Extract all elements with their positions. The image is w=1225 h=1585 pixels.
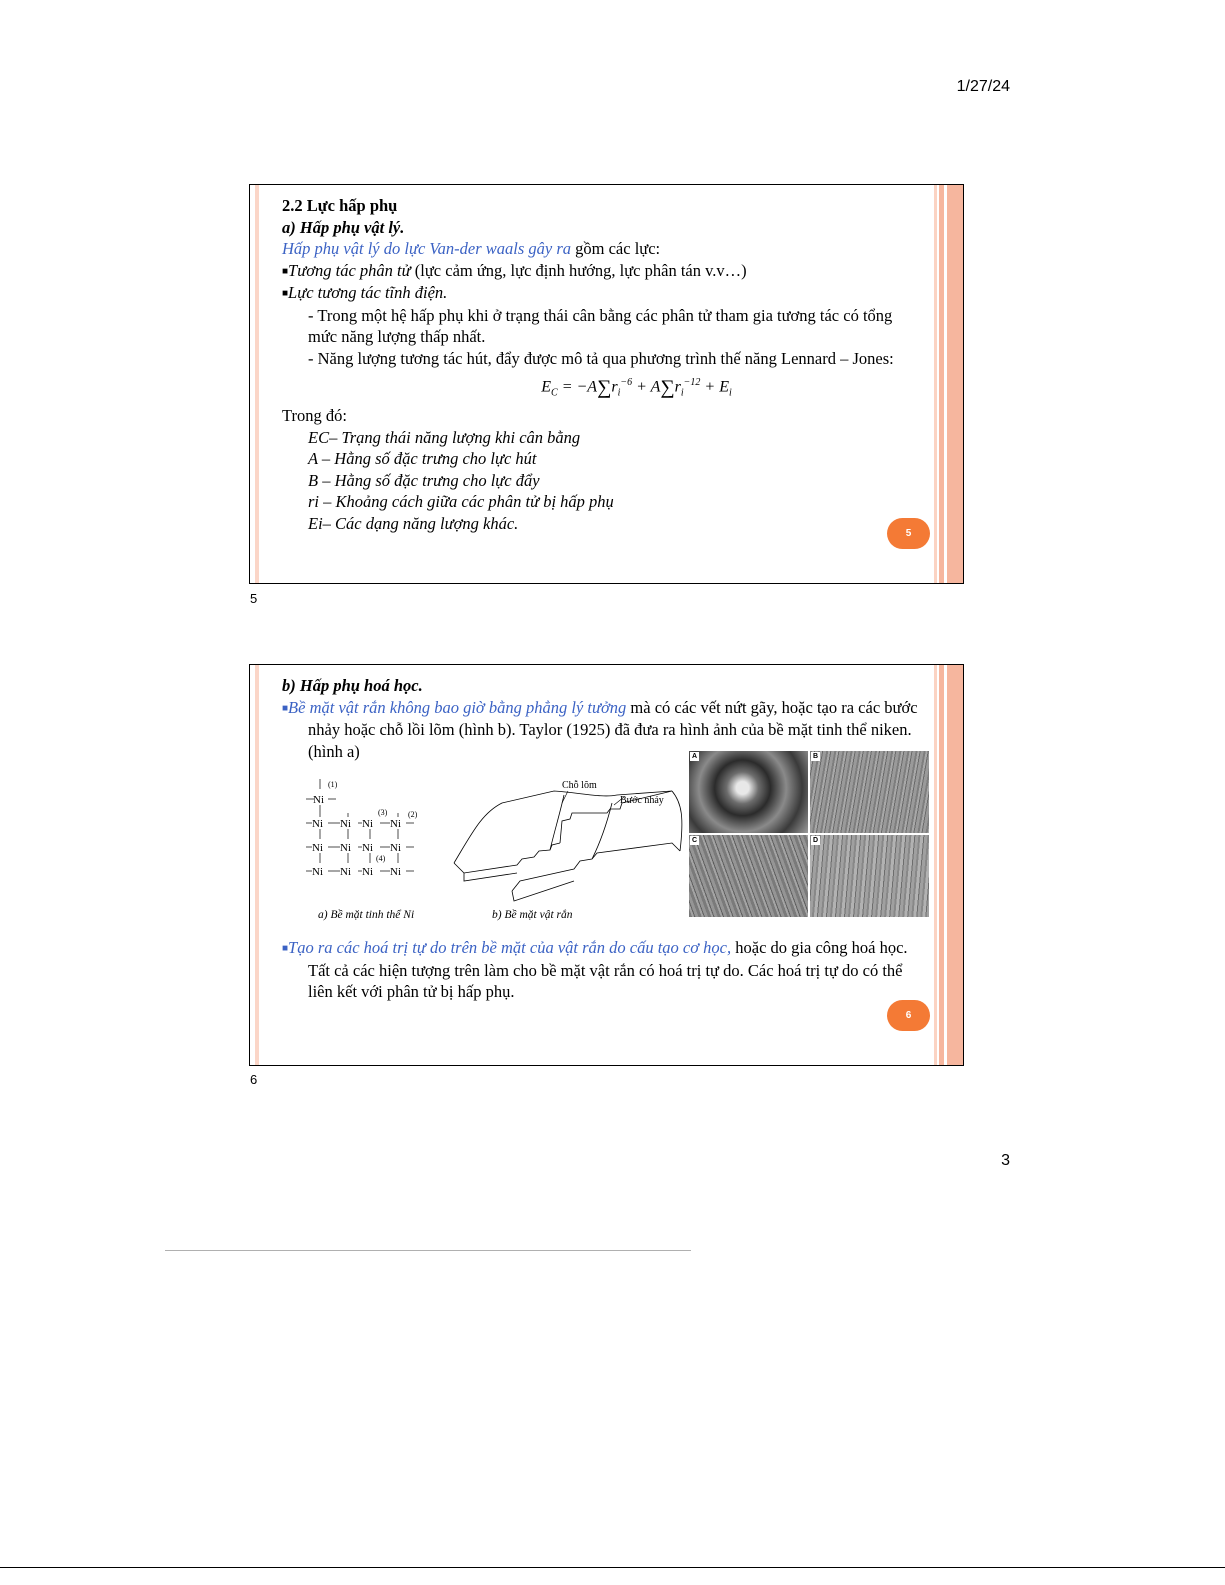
slide-title: 2.2 Lực hấp phụ — [282, 196, 398, 215]
intro-line — [282, 238, 921, 260]
sem-photo — [810, 835, 929, 917]
svg-text:Ni: Ni — [312, 866, 323, 878]
bullet-item — [282, 937, 921, 1003]
intro-rest: gồm các lực: — [571, 239, 661, 258]
svg-text:Ni: Ni — [362, 842, 373, 854]
bullet-item — [282, 260, 921, 283]
photo-label: A — [691, 753, 698, 760]
svg-text:Ni: Ni — [390, 866, 401, 878]
ni-label: (2) — [408, 810, 418, 819]
slide-right-band — [934, 185, 963, 583]
svg-text:Ni: Ni — [362, 818, 373, 830]
ni-label: (4) — [376, 854, 386, 863]
bullet-square-icon: ■ — [282, 702, 289, 714]
svg-text:Ni: Ni — [390, 842, 401, 854]
svg-text:Ni: Ni — [362, 866, 373, 878]
bullet-highlight: Tạo ra các hoá trị tự do trên bề mặt của vật rắn do cấu tạo cơ học, — [288, 938, 732, 957]
page-date: 1/27/24 — [956, 78, 1010, 95]
ni-label: (1) — [328, 780, 338, 789]
bullet-highlight: Bề mặt vật rắn không bao giờ bằng phẳng lý tưởng — [288, 697, 627, 717]
slide-5 — [249, 184, 964, 584]
fig-b-label-step: Bước nhảy — [620, 795, 664, 806]
slide-number-badge: 5 — [887, 518, 930, 549]
slide-6 — [249, 664, 964, 1066]
fig-a-caption: a) Bề mặt tinh thể Ni — [318, 909, 415, 921]
ni-lattice-figure — [298, 777, 438, 887]
slide-5-content — [282, 195, 921, 534]
slide-title: b) Hấp phụ hoá học. — [282, 676, 423, 695]
slide-number-badge: 6 — [887, 1000, 930, 1031]
bullet-text: mà có các vết nứt gãy, hoặc tạo ra các bước nhảy hoặc chỗ lồi lõm (hình b). Taylor (1925) đã đưa ra hình ảnh của bề mặt tinh thể niken. (hình a) — [308, 697, 918, 761]
slide-6-bottom-content — [282, 937, 921, 1003]
definition-item: Ei– Các dạng năng lượng khác. — [308, 513, 519, 533]
slide-right-band — [934, 665, 963, 1065]
slide-number: 6 — [250, 1072, 258, 1087]
intro-highlight: Hấp phụ vật lý do lực Van-der waals gây ra — [282, 239, 572, 258]
photo-label: B — [812, 753, 819, 760]
where-label: Trong đó: — [282, 406, 347, 426]
bullet-item — [282, 282, 921, 305]
definition-item: A – Hằng số đặc trưng cho lực hút — [308, 449, 537, 469]
bullet-term: Lực tương tác tĩnh điện. — [288, 283, 448, 302]
svg-text:Ni: Ni — [312, 818, 323, 830]
svg-text:Ni: Ni — [340, 842, 351, 854]
section-heading: a) Hấp phụ vật lý. — [282, 217, 405, 237]
svg-text:Ni: Ni — [312, 842, 323, 854]
bullet-square-icon: ■ — [282, 943, 289, 954]
svg-text:Ni: Ni — [390, 818, 401, 830]
svg-text:Ni: Ni — [340, 866, 351, 878]
slide-left-stripe — [255, 185, 259, 583]
definition-item: B – Hằng số đặc trưng cho lực đẩy — [308, 470, 540, 490]
slide-number: 5 — [250, 591, 258, 606]
page-bottom-rule — [0, 1567, 1225, 1568]
fig-b-caption: b) Bề mặt vật rắn — [492, 909, 573, 921]
sem-photo — [689, 835, 808, 917]
bullet-term: Tương tác phân tử — [288, 260, 411, 280]
fig-b-label-dent: Chỗ lõm — [562, 780, 597, 791]
ni-label: (3) — [378, 808, 388, 817]
paragraph: - Năng lượng tương tác hút, đẩy được mô tả qua phương trình thế năng Lennard – Jones: — [308, 348, 894, 368]
bullet-square-icon: ■ — [282, 288, 289, 299]
definition-item: EC– Trạng thái năng lượng khi cân bằng — [308, 427, 581, 447]
bullet-square-icon: ■ — [282, 265, 289, 277]
sem-photo-grid — [689, 751, 929, 917]
slide-6-content — [282, 675, 921, 762]
slide-left-stripe — [255, 665, 259, 1065]
paragraph: - Trong một hệ hấp phụ khi ở trạng thái cân bằng các phân tử tham gia tương tác có tổng mức năng lượng thấp nhất. — [308, 305, 893, 346]
page-number: 3 — [1001, 1152, 1010, 1169]
photo-label: D — [812, 837, 819, 844]
svg-text:Ni: Ni — [340, 818, 351, 830]
sem-photo — [810, 751, 929, 833]
bullet-text: (lực cảm ứng, lực định hướng, lực phân tán v.v…) — [410, 260, 747, 280]
definition-item: ri – Khoảng cách giữa các phân tử bị hấp phụ — [308, 492, 614, 512]
svg-text:Ni: Ni — [313, 794, 324, 806]
bullet-text: hoặc do gia công hoá học. Tất cả các hiện tượng trên làm cho bề mặt vật rắn có hoá trị tự do. Các hoá trị tự do có thể liên kết với phân tử bị hấp phụ. — [308, 938, 908, 1001]
stepped-surface-figure — [442, 773, 692, 913]
photo-label: C — [691, 837, 698, 844]
lennard-jones-formula: $E_C = -A\sum r_i^{-6} + A\sum r_i^{-12} + E_i$ — [541, 376, 732, 399]
footer-divider — [165, 1250, 691, 1251]
sem-photo — [689, 751, 808, 833]
